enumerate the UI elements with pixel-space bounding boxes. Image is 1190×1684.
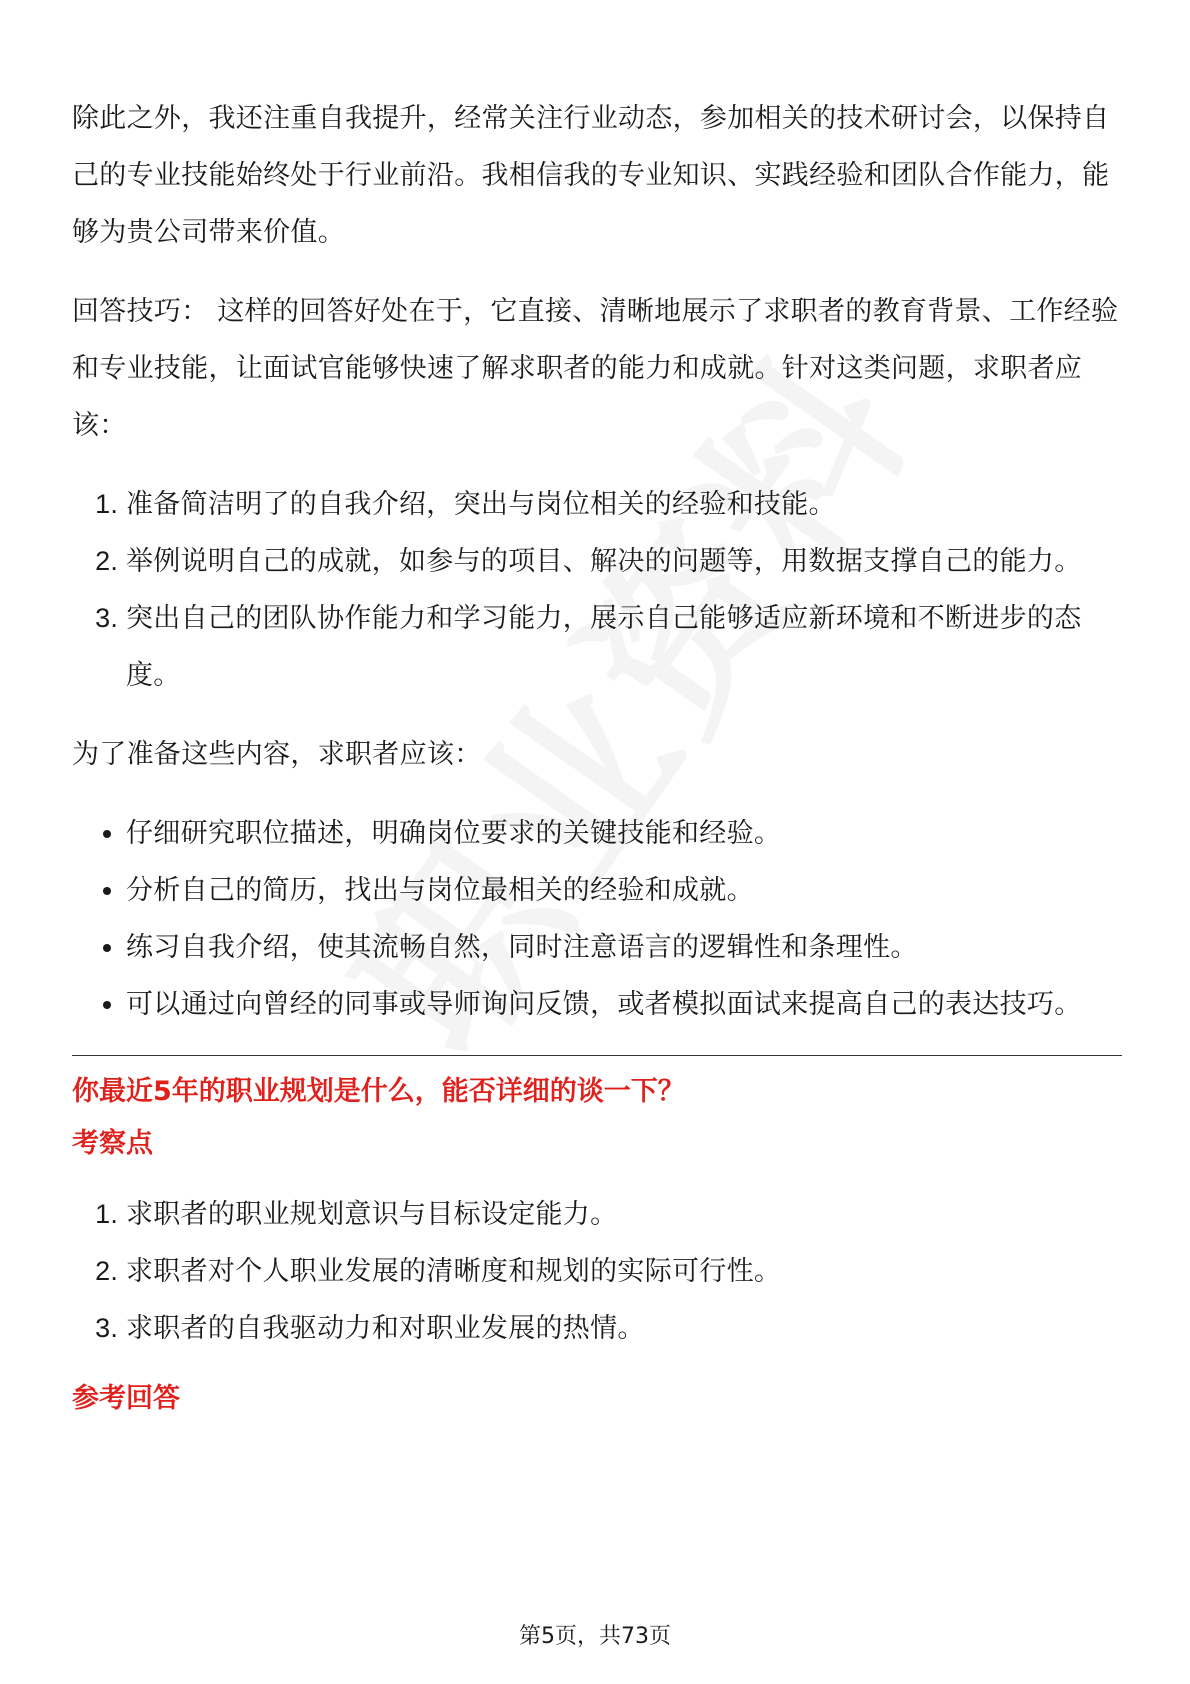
list-item: • 分析自己的简历，找出与岗位最相关的经验和成就。 xyxy=(126,862,1122,919)
intro-paragraph: 除此之外，我还注重自我提升，经常关注行业动态，参加相关的技术研讨会，以保持自己的专业技能始终处于行业前沿。我相信我的专业知识、实践经验和团队合作能力，能够为贵公司带来价值。 xyxy=(72,103,1110,248)
tips-list xyxy=(72,476,1122,704)
list-item: 2. 求职者对个人职业发展的清晰度和规划的实际可行性。 xyxy=(126,1243,1122,1300)
prepare-paragraph: 为了准备这些内容，求职者应该： xyxy=(72,739,482,770)
list-item: • 仔细研究职位描述，明确岗位要求的关键技能和经验。 xyxy=(126,805,1122,862)
list-item: 3. 突出自己的团队协作能力和学习能力，展示自己能够适应新环境和不断进步的态度。 xyxy=(126,590,1122,704)
list-item: 3. 求职者的自我驱动力和对职业发展的热情。 xyxy=(126,1300,1122,1357)
assessment-heading: 考察点 xyxy=(72,1128,153,1159)
question-title: 你最近5年的职业规划是什么，能否详细的谈一下？ xyxy=(72,1076,685,1107)
list-item: 2. 举例说明自己的成就，如参与的项目、解决的问题等，用数据支撑自己的能力。 xyxy=(126,533,1122,590)
prepare-list xyxy=(72,805,1122,1033)
page-number: 第5页，共73页 xyxy=(519,1624,671,1649)
list-item: 1. 准备简洁明了的自我介绍，突出与岗位相关的经验和技能。 xyxy=(126,476,1122,533)
assessment-list xyxy=(72,1186,1122,1357)
tips-paragraph: 回答技巧： 这样的回答好处在于，它直接、清晰地展示了求职者的教育背景、工作经验和专业技能，让面试官能够快速了解求职者的能力和成就。针对这类问题，求职者应该： xyxy=(72,296,1119,441)
section-divider xyxy=(72,1055,1122,1056)
reference-heading: 参考回答 xyxy=(72,1383,180,1414)
document-page xyxy=(72,90,1122,1441)
list-item: • 练习自我介绍，使其流畅自然，同时注意语言的逻辑性和条理性。 xyxy=(126,919,1122,976)
list-item: • 可以通过向曾经的同事或导师询问反馈，或者模拟面试来提高自己的表达技巧。 xyxy=(126,976,1122,1033)
list-item: 1. 求职者的职业规划意识与目标设定能力。 xyxy=(126,1186,1122,1243)
